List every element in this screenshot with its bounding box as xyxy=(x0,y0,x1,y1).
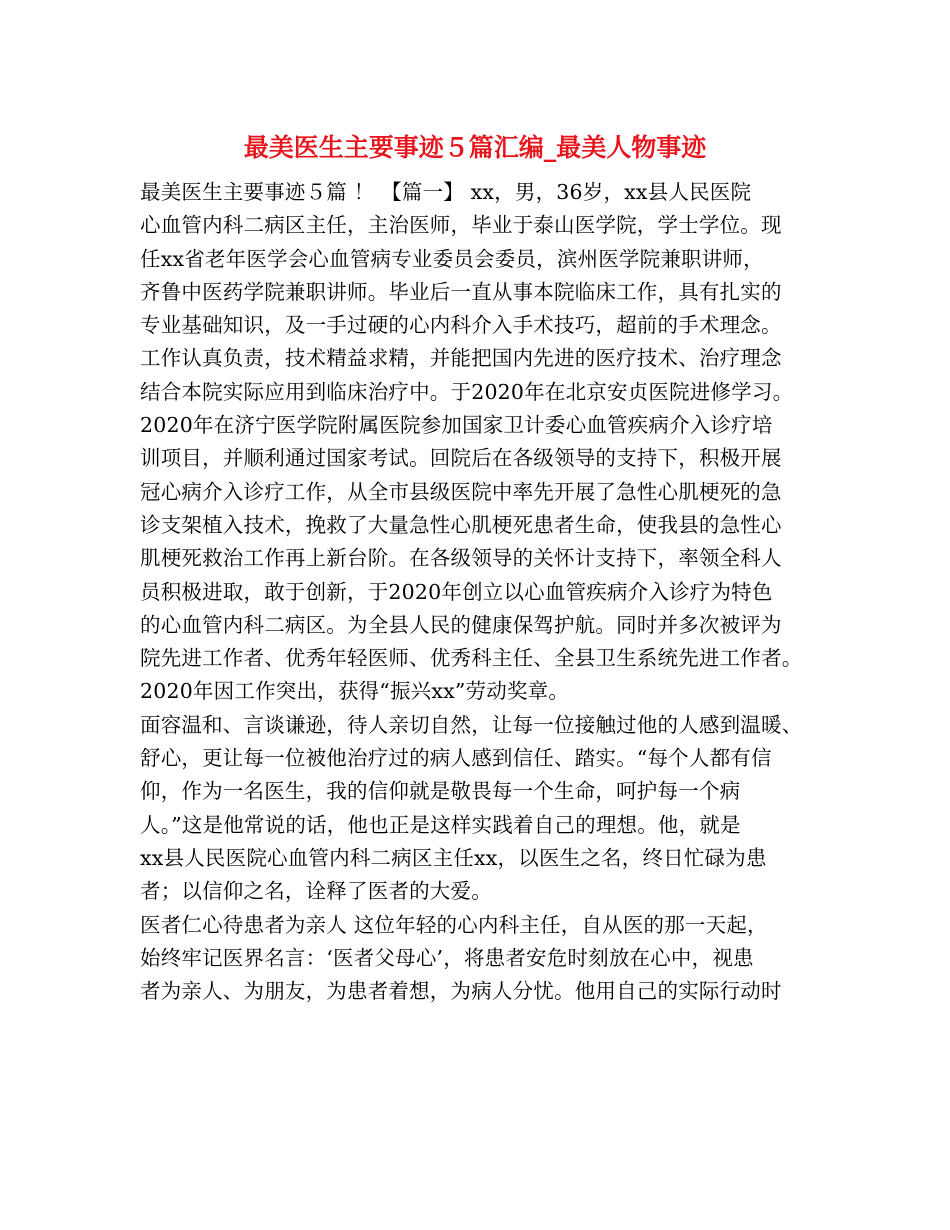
document-title: 最美医生主要事迹５篇汇编_最美人物事迹 xyxy=(243,133,707,162)
body-line: 的心血管内科二病区。为全县人民的健康保驾护航。同时并多次被评为 xyxy=(140,612,782,637)
body-line: 院先进工作者、优秀年轻医师、优秀科主任、全县卫生系统先进工作者。 xyxy=(140,646,803,671)
body-line: 诊支架植入技术，挽救了大量急性心肌梗死患者生命，使我县的急性心 xyxy=(140,512,782,537)
body-line: 训项目，并顺利通过国家考试。回院后在各级领导的支持下，积极开展 xyxy=(140,446,782,471)
document-body xyxy=(140,176,830,1008)
body-line: 专业基础知识，及一手过硬的心内科介入手术技巧，超前的手术理念。 xyxy=(140,313,782,338)
body-line: xx县人民医院心血管内科二病区主任xx，以医生之名，终日忙碌为患 xyxy=(140,845,767,870)
body-line: 最美医生主要事迹５篇 ！ 【篇一】 xx，男，36岁，xx县人民医院 xyxy=(140,180,752,204)
body-line: 冠心病介入诊疗工作，从全市县级医院中率先开展了急性心肌梗死的急 xyxy=(140,479,782,504)
body-line: 心血管内科二病区主任，主治医师，毕业于泰山医学院，学士学位。现 xyxy=(140,213,782,238)
body-line: 2020年在济宁医学院附属医院参加国家卫计委心血管疾病介入诊疗培 xyxy=(140,413,773,438)
body-line: 者为亲人、为朋友，为患者着想，为病人分忧。他用自己的实际行动时 xyxy=(140,979,782,1004)
body-line: 人。”这是他常说的话，他也正是这样实践着自己的理想。他，就是 xyxy=(140,812,741,837)
body-line: 任xx省老年医学会心血管病专业委员会委员，滨州医学院兼职讲师， xyxy=(140,246,764,271)
body-line: 舒心，更让每一位被他治疗过的病人感到信任、踏实。“每个人都有信 xyxy=(140,746,772,771)
body-line: 齐鲁中医药学院兼职讲师。毕业后一直从事本院临床工作，具有扎实的 xyxy=(140,279,782,304)
body-line: 肌梗死救治工作再上新台阶。在各级领导的关怀计支持下，率领全科人 xyxy=(140,546,782,571)
body-line: 员积极进取，敢于创新，于2020年创立以心血管疾病介入诊疗为特色 xyxy=(140,579,773,604)
body-line: 仰，作为一名医生，我的信仰就是敬畏每一个生命，呵护每一个病 xyxy=(140,779,741,804)
body-line: 工作认真负责，技术精益求精，并能把国内先进的医疗技术、治疗理念 xyxy=(140,346,782,371)
body-line: 结合本院实际应用到临床治疗中。于2020年在北京安贞医院进修学习。 xyxy=(140,379,794,404)
body-line: 始终牢记医界名言：‘医者父母心’，将患者安危时刻放在心中，视患 xyxy=(140,945,754,970)
body-line: 2020年因工作突出，获得“振兴xx”劳动奖章。 xyxy=(140,679,570,704)
body-line: 面容温和、言谈谦逊，待人亲切自然，让每一位接触过他的人感到温暖、 xyxy=(140,712,803,737)
body-line: 者；以信仰之名，诠释了医者的大爱。 xyxy=(140,879,492,904)
body-line: 医者仁心待患者为亲人 这位年轻的心内科主任，自从医的那一天起， xyxy=(140,912,768,937)
